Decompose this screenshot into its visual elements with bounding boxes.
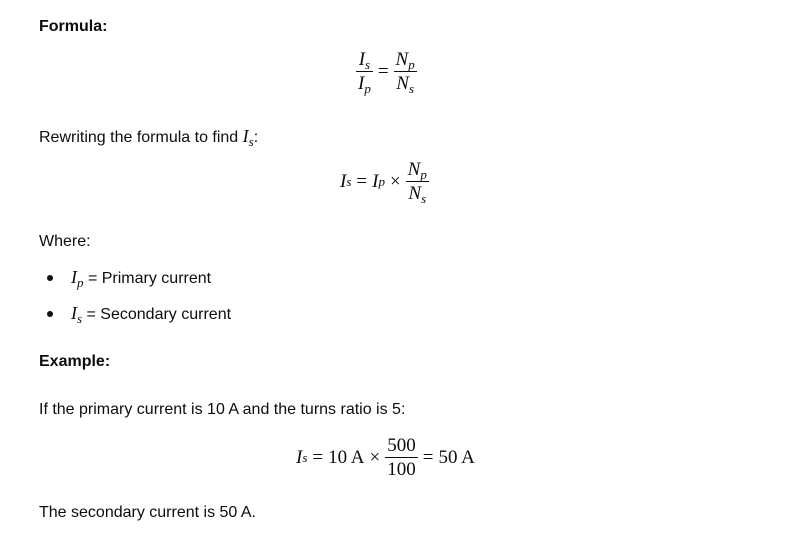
primary-current-value: 10 A [328,447,365,468]
sub-p: p [77,275,84,290]
var-I: I [71,303,77,323]
sub-p: p [420,167,427,182]
list-item [47,267,211,289]
list-item [47,303,231,325]
equals-sign: = [422,447,434,468]
var-I: I [296,447,303,468]
var-N: N [396,73,409,94]
where-label: Where: [39,233,91,250]
rewrite-text: Rewriting the formula to find [39,129,243,146]
var-I: I [358,73,365,94]
sub-p: p [364,81,371,96]
var-N: N [408,183,422,204]
denominator: 100 [387,459,416,480]
formula-heading: Formula: [39,18,108,35]
list-item-text: = Secondary current [82,306,232,323]
fraction-current [356,50,373,94]
bullet-dot [47,275,53,281]
formula-rewritten: I s = I p × $\frac{N_p}{N_s}$ [340,159,427,206]
formula-example: I s = 10 A × $\frac{500}{100}$ = 50 A [296,435,475,480]
numerator: 500 [387,435,416,456]
example-text: If the primary current is 10 A and the turns ratio is 5: [39,401,406,418]
fraction-turns-values [385,436,418,480]
sub-s: s [365,57,371,72]
example-heading: Example: [39,353,111,370]
fraction-turns [394,50,417,94]
conclusion-text: The secondary current is 50 A. [39,504,256,521]
rewrite-line [39,126,258,148]
sub-p: p [408,57,415,72]
bullet-dot [47,311,53,317]
equals-sign: = [377,61,389,82]
formula-ratio [356,50,417,94]
sub-s: s [248,134,254,149]
list-item-text: = Primary current [83,270,212,287]
sub-s: s [77,311,83,326]
var-N: N [407,159,421,180]
equals-sign: = [356,171,368,192]
times-sign: × [369,447,381,468]
colon: : [253,129,259,146]
var-I: I [242,126,249,146]
var-I: I [358,49,366,70]
times-sign: × [389,171,401,192]
var-I: I [372,171,379,192]
var-N: N [395,49,409,70]
equals-sign: = [312,447,324,468]
var-I: I [71,267,77,287]
sub-s: s [408,81,415,96]
var-I: I [340,171,347,192]
fraction-turns [406,160,429,204]
result-value: 50 A [438,447,475,468]
sub-s: s [421,191,427,206]
